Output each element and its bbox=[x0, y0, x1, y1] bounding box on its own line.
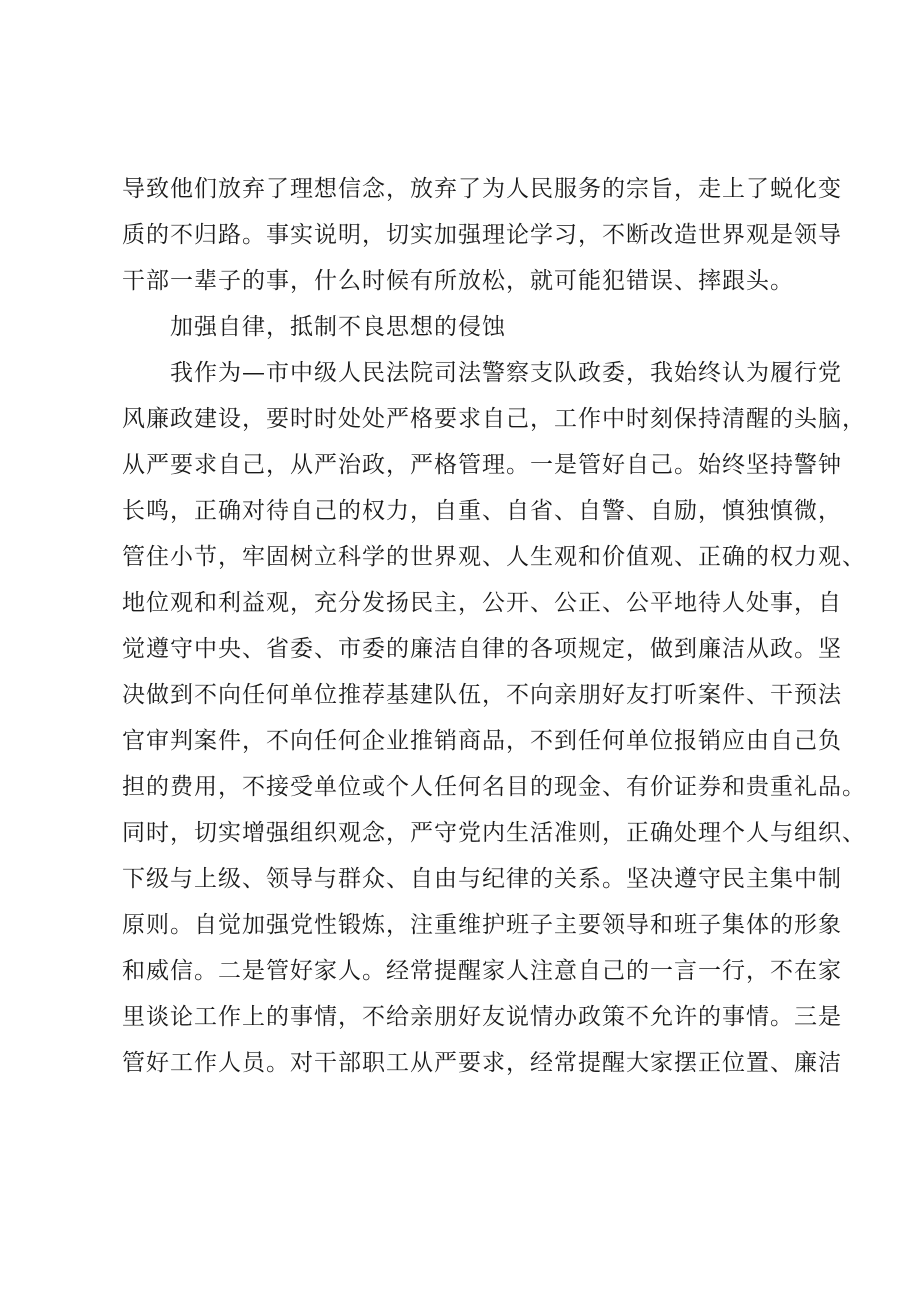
text-line: 下级与上级、领导与群众、自由与纪律的关系。坚决遵守民主集中制 bbox=[122, 866, 842, 892]
text-line: 和威信。二是管好家人。经常提醒家人注意自己的一言一行，不在家 bbox=[122, 958, 842, 984]
text-line: 管住小节，牢固树立科学的世界观、人生观和价值观、正确的权力观、 bbox=[122, 544, 866, 570]
text-line: 干部一辈子的事，什么时候有所放松，就可能犯错误、摔跟头。 bbox=[122, 268, 794, 294]
text-line: 担的费用，不接受单位或个人任何名目的现金、有价证券和贵重礼品。 bbox=[122, 774, 866, 800]
text-line: 官审判案件，不向任何企业推销商品，不到任何单位报销应由自己负 bbox=[122, 728, 842, 754]
text-line: 原则。自觉加强党性锻炼，注重维护班子主要领导和班子集体的形象 bbox=[122, 912, 842, 938]
body-text bbox=[122, 166, 866, 1086]
text-line: 同时，切实增强组织观念，严守党内生活准则，正确处理个人与组织、 bbox=[122, 820, 866, 846]
text-line: 风廉政建设，要时时处处严格要求自己，工作中时刻保持清醒的头脑， bbox=[122, 406, 866, 432]
text-line: 决做到不向任何单位推荐基建队伍，不向亲朋好友打听案件、干预法 bbox=[122, 682, 842, 708]
text-line: 质的不归路。事实说明，切实加强理论学习，不断改造世界观是领导 bbox=[122, 222, 842, 248]
paragraph-start: 我作为—市中级人民法院司法警察支队政委，我始终认为履行党 bbox=[170, 360, 842, 386]
text-line: 导致他们放弃了理想信念，放弃了为人民服务的宗旨，走上了蜕化变 bbox=[122, 176, 842, 202]
section-heading: 加强自律，抵制不良思想的侵蚀 bbox=[170, 314, 506, 340]
text-line: 地位观和利益观，充分发扬民主，公开、公正、公平地待人处事，自 bbox=[122, 590, 842, 616]
text-line: 从严要求自己，从严治政，严格管理。一是管好自己。始终坚持警钟 bbox=[122, 452, 842, 478]
text-line: 觉遵守中央、省委、市委的廉洁自律的各项规定，做到廉洁从政。坚 bbox=[122, 636, 842, 662]
text-line: 管好工作人员。对干部职工从严要求，经常提醒大家摆正位置、廉洁 bbox=[122, 1050, 842, 1076]
text-line: 长鸣，正确对待自己的权力，自重、自省、自警、自励，慎独慎微， bbox=[122, 498, 842, 524]
text-line: 里谈论工作上的事情，不给亲朋好友说情办政策不允许的事情。三是 bbox=[122, 1004, 842, 1030]
